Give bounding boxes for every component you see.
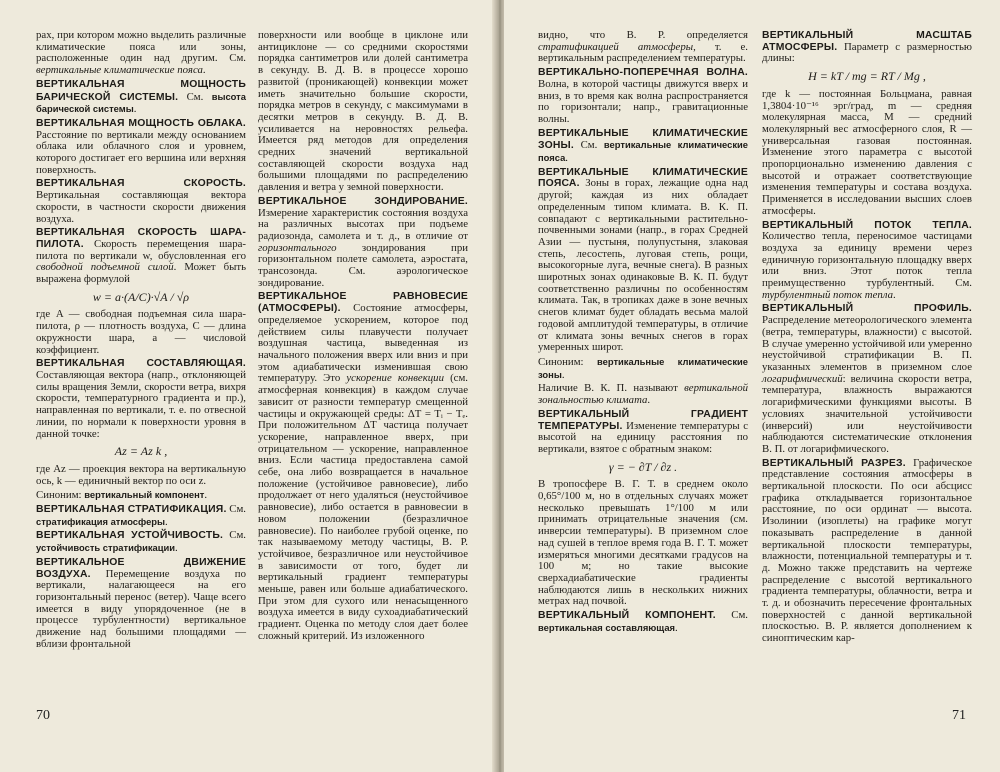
cross-reference: вертикальные климатические пояса (36, 64, 203, 77)
entry-text-continued: зондирования при горизонтальном полете самолета, аэростата, трансозонда. См. аэрологическое зондирование. (258, 241, 468, 289)
entry-text: Количество тепла, переносимое частицами воздуха за единицу времени через единичную горизонтальную площадку вверх или вниз. Этот поток тепла преимущественно турбулентный. См. (762, 230, 972, 290)
entry-text: Измерение характеристик состояния воздуха на различных высотах при подъеме радиозонда, самолета и т. д., в отличие от (258, 206, 468, 242)
entry-text-continued: . (561, 368, 565, 381)
entry-text: Распределение метеорологического элемента (ветра, температуры, влажности) с высотой. В случае умеренно устойчивой или умеренно неустойчивой стратификации В. П. указанных элементов в приземном слое (762, 314, 972, 373)
dictionary-entry (258, 196, 468, 290)
dictionary-entry (538, 409, 748, 456)
formula: γ = − ∂T / ∂z . (608, 459, 678, 474)
cross-reference: вертикальной зональностью климата (538, 382, 748, 407)
formula: w = a·(A/C)·√A / √ρ (92, 289, 190, 304)
left-page (0, 0, 496, 772)
entry-text: См. (178, 90, 212, 103)
entry-text-continued: . Может быть выражена формулой (36, 261, 246, 286)
right-page-column-2 (762, 30, 972, 647)
dictionary-entry (538, 128, 748, 165)
dictionary-entry (36, 504, 246, 528)
entry-text: Изменение температуры с высотой на единицу расстояния по вертикали, взятое с обратным знаком: (538, 419, 748, 455)
cross-reference: вертикальная составляющая (538, 621, 676, 633)
entry-text-continued: : величина скорости ветра, температура, влажность выражаются логарифмическими функциями высоты. В условиях значительной устойчивости (инверсий) или неустойчивости наблюдаются систематические отклонения В. П. от логарифмического. (762, 372, 972, 455)
dictionary-entry (538, 610, 748, 634)
cross-reference: высота барической системы (36, 90, 246, 115)
cross-reference: логарифмический (762, 372, 843, 385)
cross-reference: ускорение конвекции (346, 372, 444, 385)
entry-text: Графическое представление состояния атмосферы в вертикальной плоскости. По оси абсцисс графика откладывается горизонтальное расстояние, по оси ординат — высота. Изолинии (изоплеты) на графике могут показывать распределение в данной вертикальной плоскости температуры, влажности, потенциальной температуры и т. д. Можно также представить на чертеже распределение с высотой вертикального градиента температуры, облачности, ветра и т. д. и обозначить пересечение фронтальных поверхностей с данной вертикальной плоскостью. В. Р. является дополнением к синоптическим кар- (762, 456, 972, 645)
entry-text: Перемещение воздуха по вертикали, налагающееся на его горизонтальный перенос (ветер). Чаще всего имеется в виду упорядоченное (не в процессе турбулентности) вертикальное движение над большими площадями — вблизи фронтальной (36, 567, 246, 650)
entry-headword: ВЕРТИКАЛЬНАЯ СОСТАВЛЯЮЩАЯ. (36, 358, 246, 370)
dictionary-entry (36, 309, 246, 356)
dictionary-entry (762, 458, 972, 645)
entry-text: Синоним: (538, 355, 597, 368)
entry-text: Наличие В. К. П. называют (538, 382, 685, 395)
entry-text: где k — постоянная Больцмана, равная 1,3804·10⁻¹⁶ эрг/град, m — средняя молекулярная масса, M — средний молекулярный вес атмосферного слоя, R — универсальная газовая постоянная. Изменение этого параметра с высотой пропорционально изменению давления с высотой и отражает соответствующие изменения температуры и состава воздуха. Применяется в исследовании высших слоев атмосферы. (762, 87, 972, 217)
entry-text: В тропосфере В. Г. Т. в среднем около 0,65°/100 м, но в отдельных случаях может несколько превышать 1°/100 м или принимать отрицательные значения (см. инверсии температуры). В приземном слое над сушей в теплое время года В. Г. Т. может измеряться многими десятками градусов на 100 м; но такие высокие сверхадиабатические градиенты наблюдаются лишь в нескольких нижних метрах над почвой. (538, 478, 748, 608)
entry-headword: ВЕРТИКАЛЬНАЯ СТРАТИФИКАЦИЯ. (36, 504, 227, 516)
cross-reference: стратификацией атмосферы (538, 40, 694, 53)
right-page (504, 0, 1000, 772)
entry-text-continued: . (202, 64, 206, 77)
entry-headword: ВЕРТИКАЛЬНЫЙ ГРАДИЕНТ ТЕМПЕРАТУРЫ. (538, 408, 748, 432)
formula: Aᴢ = Aᴢ k , (114, 444, 168, 459)
dictionary-entry (762, 89, 972, 218)
entry-text-continued: . (893, 288, 896, 301)
entry-text: Скорость перемещения шара-пилота по вертикали w, обусловленная его (36, 237, 246, 262)
dictionary-entry (36, 464, 246, 487)
entry-headword: ВЕРТИКАЛЬНАЯ УСТОЙЧИВОСТЬ. (36, 530, 224, 542)
entry-text: Расстояние по вертикали между основанием облака или облачного слоя и уровнем, которого достигает его вершина или верхняя поверхность. (36, 128, 246, 176)
entry-text: Состояние атмосферы, определяемое ускорением, которое под действием силы плавучести получает воздушная частица, выведенная из начального положения вверх или вниз и при этом адиабатически изменившая свою температуру. Это (258, 302, 468, 385)
dictionary-entry (258, 30, 468, 194)
entry-text: См. (574, 139, 604, 152)
entry-text: См. (226, 503, 247, 516)
entry-text-continued: . (204, 489, 208, 502)
entry-headword: ВЕРТИКАЛЬНО-ПОПЕРЕЧНАЯ ВОЛНА. (538, 67, 748, 79)
dictionary-entry (538, 383, 748, 406)
entry-headword: ВЕРТИКАЛЬНАЯ СКОРОСТЬ. (36, 178, 246, 190)
page-number-right: 71 (952, 708, 966, 723)
entry-text-continued: (см. атмосферная конвекция) в каждом случае зависит от разности температур смещенной частицы и окружающей среды: ΔT = Tᵢ − Tₑ. При положительном ΔT частица получает ускорение, направленное вверх, при отрицательном — ускорение, направленное вниз. Если частица предоставлена самой себе, она либо возвращается в начальное положение (устойчивое равновесие), либо продолжает от него удаляться (неустойчивое равновесие), либо остается в равновесии в новом положении (безразличное равновесие). По наиболее грубой оценке, по так называемому методу частицы, В. Р. устойчивое, безразличное или неустойчивое в зависимости от того, будет ли вертикальный градиент температуры меньше, равен или больше адиабатического. При этом для сухого или ненасыщенного воздуха имеется в виду сухоадиабатический градиент. Оценка по методу слоя дает более сложный критерий. Из изложенного (258, 372, 469, 642)
cross-reference: турбулентный поток тепла (762, 288, 894, 301)
entry-headword: ВЕРТИКАЛЬНОЕ ДВИЖЕНИЕ ВОЗДУХА. (36, 556, 246, 580)
dictionary-entry (36, 227, 246, 286)
entry-text-continued: . (133, 103, 137, 116)
entry-text: Синоним: (36, 489, 85, 502)
entry-text: видно, что В. Р. определяется (538, 29, 748, 41)
dictionary-entry (538, 167, 748, 354)
entry-text: поверхности или вообще в циклоне или антициклоне — со средними скоростями порядка сантиметров или долей сантиметра в секунду. В. Д. В. в процессе хорошо развитой (проникающей) конвекции может иметь значительно большие скорости, порядка метров в секунду, с максимумами в десятки метров в секунду. В. Д. В. усиливается на неровностях рельефа. Имеется ряд методов для определения средних значений вертикальной составляющей скорости воздуха над большими площадями по распределению давления и ветра у земной поверхности. (258, 29, 468, 194)
entry-headword: ВЕРТИКАЛЬНЫЙ КОМПОНЕНТ. (538, 610, 716, 622)
entry-headword: ВЕРТИКАЛЬНЫЕ КЛИМАТИЧЕСКИЕ ПОЯСА. (538, 166, 748, 190)
entry-text-continued: . (565, 152, 568, 165)
entry-headword: ВЕРТИКАЛЬНАЯ МОЩНОСТЬ БАРИЧЕСКОЙ СИСТЕМЫ. (36, 78, 246, 103)
entry-headword: ВЕРТИКАЛЬНЫЙ ПРОФИЛЬ. (762, 303, 972, 315)
dictionary-entry (762, 30, 972, 65)
entry-text: Параметр с размерностью длины: (762, 40, 972, 65)
entry-headword: ВЕРТИКАЛЬНОЕ ЗОНДИРОВАНИЕ. (258, 195, 468, 207)
dictionary-entry (36, 30, 246, 77)
entry-text: См. (715, 609, 748, 622)
dictionary-entry (36, 489, 246, 502)
entry-text: Зоны в горах, лежащие одна над другой; каждая из них обладает определенным типом климата. В. К. П. совпадают с вертикальными растительно-почвенными зонами (напр., в горах Средней Азии — пустыня, полупустыня, злаковая степь, лесостепь, луговая степь, рощи, высокогорные луга, вечные снега). В разных широтных зонах одинаковые В. К. П. будут соответственно различны по особенностям климата. Так, в тропиках даже в зоне вечных снегов климат будет обладать весьма малой годовой амплитудой температуры, в отличие от климата зоны вечных снегов в горах умеренных широт. (538, 177, 748, 354)
entry-headword: ВЕРТИКАЛЬНЫЕ КЛИМАТИЧЕСКИЕ ЗОНЫ. (538, 127, 748, 152)
dictionary-entry (36, 530, 246, 554)
dictionary-entry (762, 220, 972, 302)
entry-text: Волна, в которой частицы движутся вверх и вниз, в то время как волна распространяется по горизонтали; напр., гравитационные волны. (538, 77, 748, 125)
cross-reference: устойчивость стратификации (36, 542, 176, 554)
cross-reference: стратификация атмосферы (36, 515, 166, 527)
cross-reference: горизонтального (258, 241, 337, 254)
entry-text-continued: . (175, 542, 178, 555)
page-number-left: 70 (36, 708, 50, 723)
cross-reference: вертикальный компонент (84, 489, 205, 501)
entry-text: где Aᴢ — проекция вектора на вертикальную ось, k — единичный вектор по оси z. (36, 462, 246, 487)
entry-text-continued: . (647, 394, 651, 407)
entry-text-continued: . (165, 515, 168, 528)
formula: H = kT / mg = RT / Mg , (808, 69, 926, 84)
cross-reference: вертикальные климатические пояса (538, 139, 748, 164)
dictionary-entry (762, 303, 972, 455)
entry-headword: ВЕРТИКАЛЬНАЯ МОЩНОСТЬ ОБЛАКА. (36, 117, 246, 129)
dictionary-entry (538, 479, 748, 608)
right-page-column-1 (538, 30, 748, 636)
left-page-column-1 (36, 30, 246, 652)
left-page-column-2 (258, 30, 468, 645)
entry-headword: ВЕРТИКАЛЬНЫЙ ПОТОК ТЕПЛА. (762, 219, 972, 231)
dictionary-entry (538, 356, 748, 381)
cross-reference: вертикальные климатические зоны (538, 355, 748, 380)
entry-text: где A — свободная подъемная сила шара-пилота, ρ — плотность воздуха, C — длина окружности шара, a — числовой коэффициент. (36, 308, 246, 356)
entry-text: рах, при котором можно выделить различные климатические пояса или зоны, расположенные один над другим. См. (36, 29, 246, 65)
dictionary-entry (538, 30, 748, 65)
entry-text: См. (223, 529, 247, 542)
dictionary-entry (36, 79, 246, 116)
dictionary-entry (36, 557, 246, 651)
entry-text: Составляющая вектора (напр., отклоняющей силы вращения Земли, скорости ветра, вихря скорости, температурного градиента и пр.), направленная по вертикали, т. е. по отвесной линии, по нормали к поверхности уровня в данной точке: (36, 368, 246, 440)
dictionary-entry (36, 118, 246, 177)
entry-headword: ВЕРТИКАЛЬНАЯ СКОРОСТЬ ШАРА-ПИЛОТА. (36, 227, 246, 250)
cross-reference: свободной подъемной силой (36, 261, 174, 274)
dictionary-entry (258, 291, 468, 642)
entry-text: Вертикальная составляющая вектора скорости, в частности скорости движения воздуха. (36, 189, 246, 225)
entry-text-continued: . (675, 621, 678, 634)
dictionary-entry (36, 178, 246, 225)
entry-headword: ВЕРТИКАЛЬНЫЙ РАЗРЕЗ. (762, 457, 906, 469)
dictionary-entry (36, 358, 246, 440)
entry-text-continued: , т. е. вертикальным распределением температуры. (538, 40, 748, 65)
entry-headword: ВЕРТИКАЛЬНОЕ РАВНОВЕСИЕ (АТМОСФЕРЫ). (258, 291, 468, 315)
entry-headword: ВЕРТИКАЛЬНЫЙ МАСШТАБ АТМОСФЕРЫ. (762, 30, 972, 53)
dictionary-entry (538, 67, 748, 126)
